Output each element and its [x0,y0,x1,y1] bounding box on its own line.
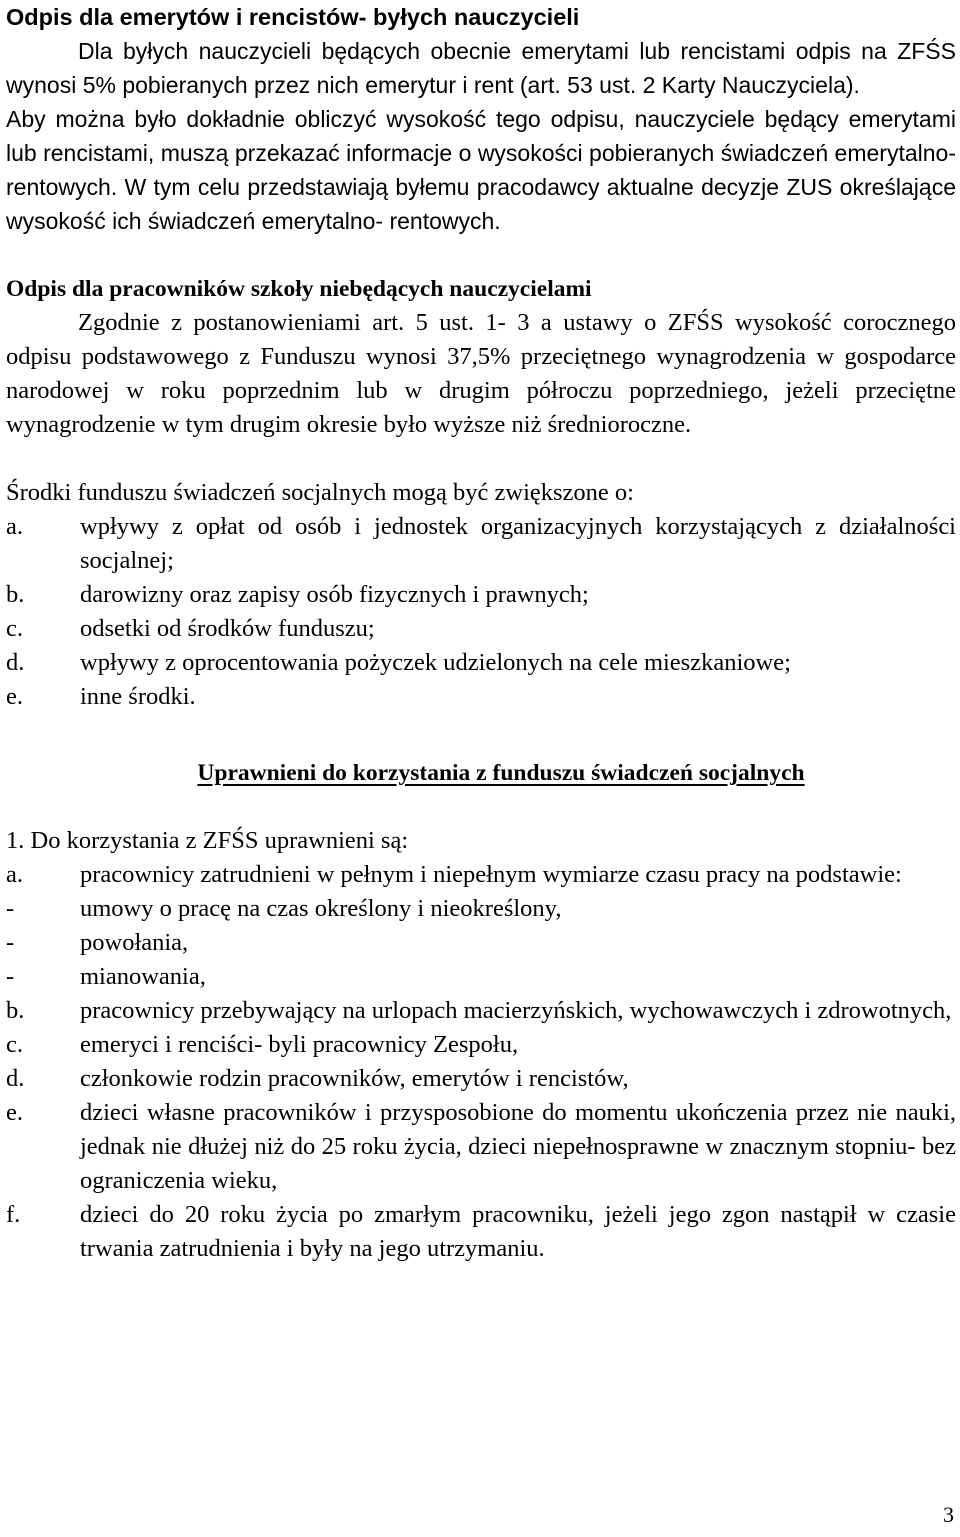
list-item-text: darowizny oraz zapisy osób fizycznych i prawnych; [80,581,589,608]
list-marker: e. [6,1099,23,1126]
paragraph-retirees-info: Aby można było dokładnie obliczyć wysokość tego odpisu, nauczyciele będący emerytami lub rencistami, muszą przekazać informacje o wysokości pobieranych świadczeń emerytalno- rentowych. W tym celu przedstawiają byłemu pracodawcy aktualne decyzje ZUS określające wysokość ich świadczeń emerytalno- rentowych. [6,106,956,234]
paragraph-eligible-intro: 1. Do korzystania z ZFŚS uprawnieni są: [6,827,409,854]
list-marker: c. [6,615,23,642]
list-item [6,960,956,994]
list-item-text: wpływy z oprocentowania pożyczek udzielonych na cele mieszkaniowe; [80,649,791,676]
list-marker: b. [6,997,25,1024]
list-item [6,994,956,1028]
list-item-text: pracownicy zatrudnieni w pełnym i niepełnym wymiarze czasu pracy na podstawie: [80,861,902,888]
list-item [6,1028,956,1062]
list-item [6,680,956,714]
list-marker: a. [6,513,23,540]
list-item [6,1096,956,1198]
list-marker: d. [6,649,25,676]
list-item-text: wpływy z opłat od osób i jednostek organizacyjnych korzystających z działalności socjalnej; [80,513,956,574]
list-marker: f. [6,1201,21,1228]
list-marker: - [6,963,15,990]
list-item-text: inne środki. [80,683,196,710]
list-marker: b. [6,581,25,608]
list-item-text: pracownicy przebywający na urlopach macierzyńskich, wychowawczych i zdrowotnych, [80,997,952,1024]
list-item [6,612,956,646]
section-heading-staff: Odpis dla pracowników szkoły niebędących nauczycielami [6,276,592,302]
list-item [6,1062,956,1096]
paragraph-retirees-rate: Dla byłych nauczycieli będących obecnie emerytami lub rencistami odpis na ZFŚS wynosi 5% pobieranych przez nich emerytur i rent (art. 53 ust. 2 Karty Nauczyciela). [6,38,956,98]
spacer [6,790,956,824]
list-item [6,892,956,926]
spacer [6,442,956,476]
eligible-list [6,858,956,1266]
list-item-text: dzieci własne pracowników i przysposobione do momentu ukończenia przez nie nauki, jednak nie dłużej niż do 25 roku życia, dzieci niepełnosprawne w znacznym stopniu- bez ograniczenia wieku, [80,1099,956,1194]
list-item [6,646,956,680]
list-item-text: członkowie rodzin pracowników, emerytów i rencistów, [80,1065,629,1092]
list-marker: - [6,895,15,922]
spacer [6,238,956,272]
list-item-text: odsetki od środków funduszu; [80,615,375,642]
list-item-text: emeryci i renciści- byli pracownicy Zespołu, [80,1031,519,1058]
list-item [6,926,956,960]
section-heading-eligible: Uprawnieni do korzystania z funduszu świadczeń socjalnych [197,760,805,786]
fund-increase-list [6,510,956,714]
list-marker: d. [6,1065,25,1092]
list-item [6,510,956,578]
list-marker: a. [6,861,23,888]
list-item [6,1198,956,1266]
document-content [6,0,956,1266]
paragraph-fund-increase-intro: Środki funduszu świadczeń socjalnych mogą być zwiększone o: [6,479,634,506]
list-marker: e. [6,683,23,710]
list-item [6,578,956,612]
page-number: 3 [943,1502,954,1527]
spacer [6,714,956,756]
section-heading-retirees: Odpis dla emerytów i rencistów- byłych nauczycieli [6,4,580,30]
list-item-text: dzieci do 20 roku życia po zmarłym pracowniku, jeżeli jego zgon nastąpił w czasie trwania zatrudnienia i były na jego utrzymaniu. [80,1201,956,1262]
paragraph-staff-rate: Zgodnie z postanowieniami art. 5 ust. 1- 3 a ustawy o ZFŚS wysokość corocznego odpisu podstawowego z Funduszu wynosi 37,5% przeciętnego wynagrodzenia w gospodarce narodowej w roku poprzednim lub w drugim półroczu poprzedniego, jeżeli przeciętne wynagrodzenie w tym drugim okresie było wyższe niż średnioroczne. [6,309,956,438]
list-item-text: umowy o pracę na czas określony i nieokreślony, [80,895,562,922]
list-item [6,858,956,892]
list-item-text: mianowania, [80,963,206,990]
list-marker: c. [6,1031,23,1058]
list-marker: - [6,929,15,956]
list-item-text: powołania, [80,929,189,956]
